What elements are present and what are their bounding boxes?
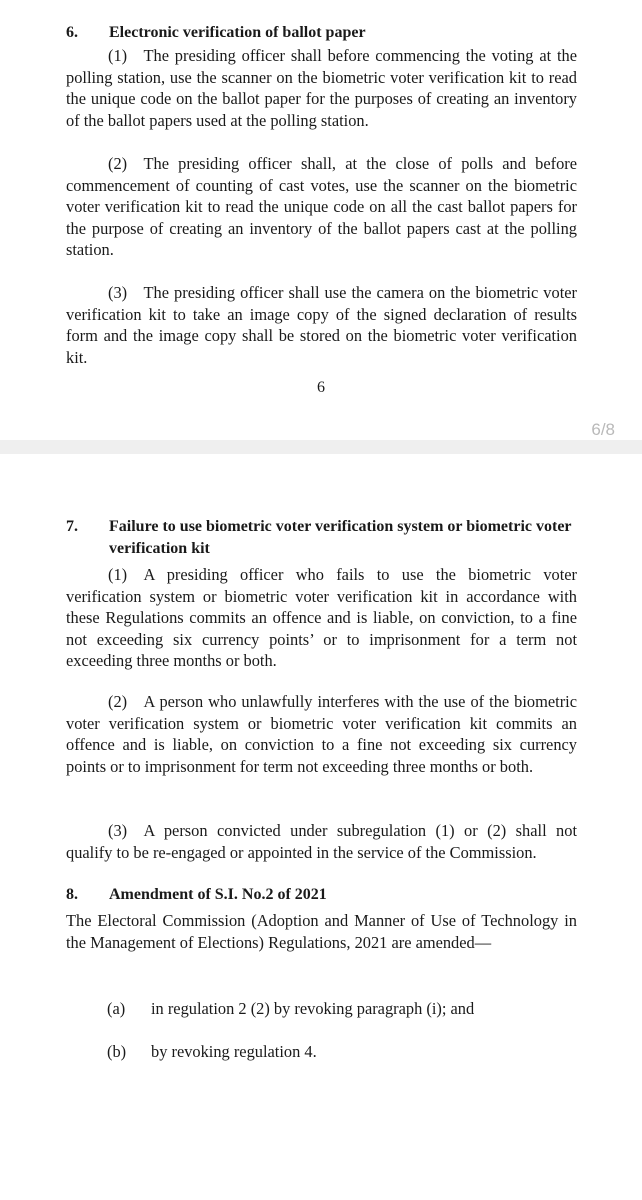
regulation-7-2: (2) A person who unlawfully interferes with the use of the biometric voter verification system or biometric voter verification kit commits an offence and is liable, on conviction to a fine not exceeding six currency points or to imprisonment for term not exceeding three months or both. <box>66 692 577 776</box>
section-6-heading <box>66 22 586 44</box>
section-number: 6. <box>66 24 78 41</box>
section-8-heading <box>66 884 586 906</box>
section-title: Amendment of S.I. No.2 of 2021 <box>109 886 327 903</box>
regulation-7-3: (3) A person convicted under subregulation (1) or (2) shall not qualify to be re-engaged or appointed in the service of the Commission. <box>66 821 577 862</box>
section-number: 8. <box>66 886 78 903</box>
document-page-6 <box>0 0 642 440</box>
section-7-heading <box>66 516 586 559</box>
regulation-7-1: (1) A presiding officer who fails to use the biometric voter verification system or biometric voter verification kit in accordance with these Regulations commits an offence and is liable, on conviction, to a fine not exceeding six currency points’ or to imprisonment for a term not exceeding three months or both. <box>66 565 577 671</box>
list-item <box>107 998 577 1020</box>
list-item-label: (b) <box>107 1042 127 1061</box>
page-number: 6 <box>317 379 325 396</box>
list-item-text: by revoking regulation 4. <box>151 1042 317 1061</box>
page-position-indicator: 6/8 <box>591 420 615 439</box>
regulation-6-2: (2) The presiding officer shall, at the close of polls and before commencement of counting of cast votes, use the scanner on the biometric voter verification kit to read the unique code on all the cast ballot papers for the purpose of creating an inventory of the ballot papers cast at the polling station. <box>66 154 577 260</box>
page-separator <box>0 440 642 454</box>
section-number: 7. <box>66 518 78 535</box>
list-item-label: (a) <box>107 999 126 1018</box>
list-item-text: in regulation 2 (2) by revoking paragraph (i); and <box>151 999 475 1018</box>
section-title: Failure to use biometric voter verification system or biometric voter verification kit <box>109 518 572 557</box>
regulation-6-3: (3) The presiding officer shall use the camera on the biometric voter verification kit to take an image copy of the signed declaration of results form and the image copy shall be stored on the biometric voter verification kit. <box>66 283 577 367</box>
list-item <box>107 1041 577 1063</box>
section-8-intro: The Electoral Commission (Adoption and Manner of Use of Technology in the Management of Elections) Regulations, 2021 are amended— <box>66 911 577 952</box>
regulation-6-1: (1) The presiding officer shall before commencing the voting at the polling station, use the scanner on the biometric voter verification kit to read the unique code on the ballot paper for the purposes of creating an inventory of the ballot papers used at the polling station. <box>66 46 577 130</box>
section-title: Electronic verification of ballot paper <box>109 24 366 41</box>
document-page-7 <box>0 454 642 1200</box>
